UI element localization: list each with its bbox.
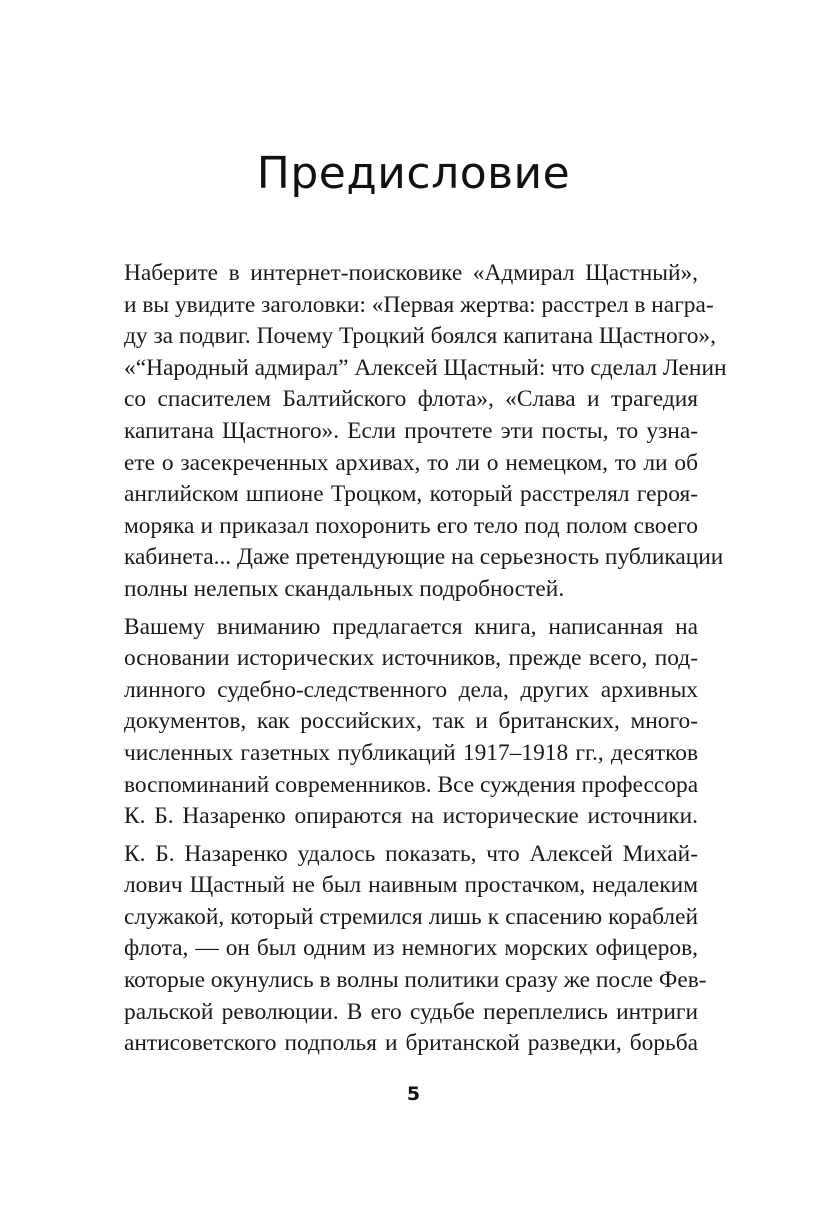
text-line: со спасителем Балтийского флота», «Слава и трагедия	[124, 386, 698, 413]
text-line: «“Народный адмирал” Алексей Щастный: что сделал Ленин	[124, 354, 727, 381]
text-line: К. Б. Назаренко удалось показать, что Алексей Михай-	[124, 840, 698, 867]
paragraph-2	[124, 612, 698, 833]
text-line: документов, как российских, так и британских, много-	[124, 708, 698, 735]
text-line: численных газетных публикаций 1917–1918 гг., десятков	[124, 739, 698, 766]
text-line: лович Щастный не был наивным простачком, недалеким	[124, 872, 698, 899]
text-line: ральской революции. В его судьбе переплелись интриги	[124, 998, 698, 1025]
text-line: К. Б. Назаренко опираются на исторические источники.	[124, 803, 698, 830]
text-line: и вы увидите заголовки: «Первая жертва: расстрел в награ-	[124, 291, 714, 318]
text-line: английском шпионе Троцком, который расстрелял героя-	[124, 481, 698, 508]
text-line: кабинета... Даже претендующие на серьезность публикации	[124, 544, 724, 571]
page-number: 5	[406, 1083, 421, 1105]
text-line: Вашему вниманию предлагается книга, написанная на	[124, 613, 698, 640]
paragraph-3	[124, 839, 707, 1060]
text-line: основании исторических источников, прежде всего, под-	[124, 645, 698, 672]
text-line: служакой, который стремился лишь к спасению кораблей	[124, 903, 698, 930]
text-line: полны нелепых скандальных подробностей.	[124, 575, 565, 602]
text-line: которые окунулись в волны политики сразу же после Фев-	[124, 967, 707, 994]
text-line: моряка и приказал похоронить его тело под полом своего	[124, 512, 698, 539]
text-line: воспоминаний современников. Все суждения профессора	[124, 771, 699, 798]
text-line: ете о засекреченных архивах, то ли о немецком, то ли об	[124, 449, 698, 476]
body-text	[124, 258, 727, 1066]
text-line: ду за подвиг. Почему Троцкий боялся капитана Щастного»,	[124, 323, 716, 350]
paragraph-1	[124, 258, 727, 606]
text-line: антисоветского подполья и британской разведки, борьба	[124, 1030, 698, 1057]
text-line: линного судебно-следственного дела, других архивных	[124, 676, 698, 703]
text-line: капитана Щастного». Если прочтете эти посты, то узна-	[124, 417, 698, 444]
text-line: Наберите в интернет-поисковике «Адмирал Щастный»,	[124, 260, 698, 286]
chapter-title: Предисловие	[256, 148, 571, 199]
text-line: флота, — он был одним из немногих морских офицеров,	[124, 935, 698, 962]
